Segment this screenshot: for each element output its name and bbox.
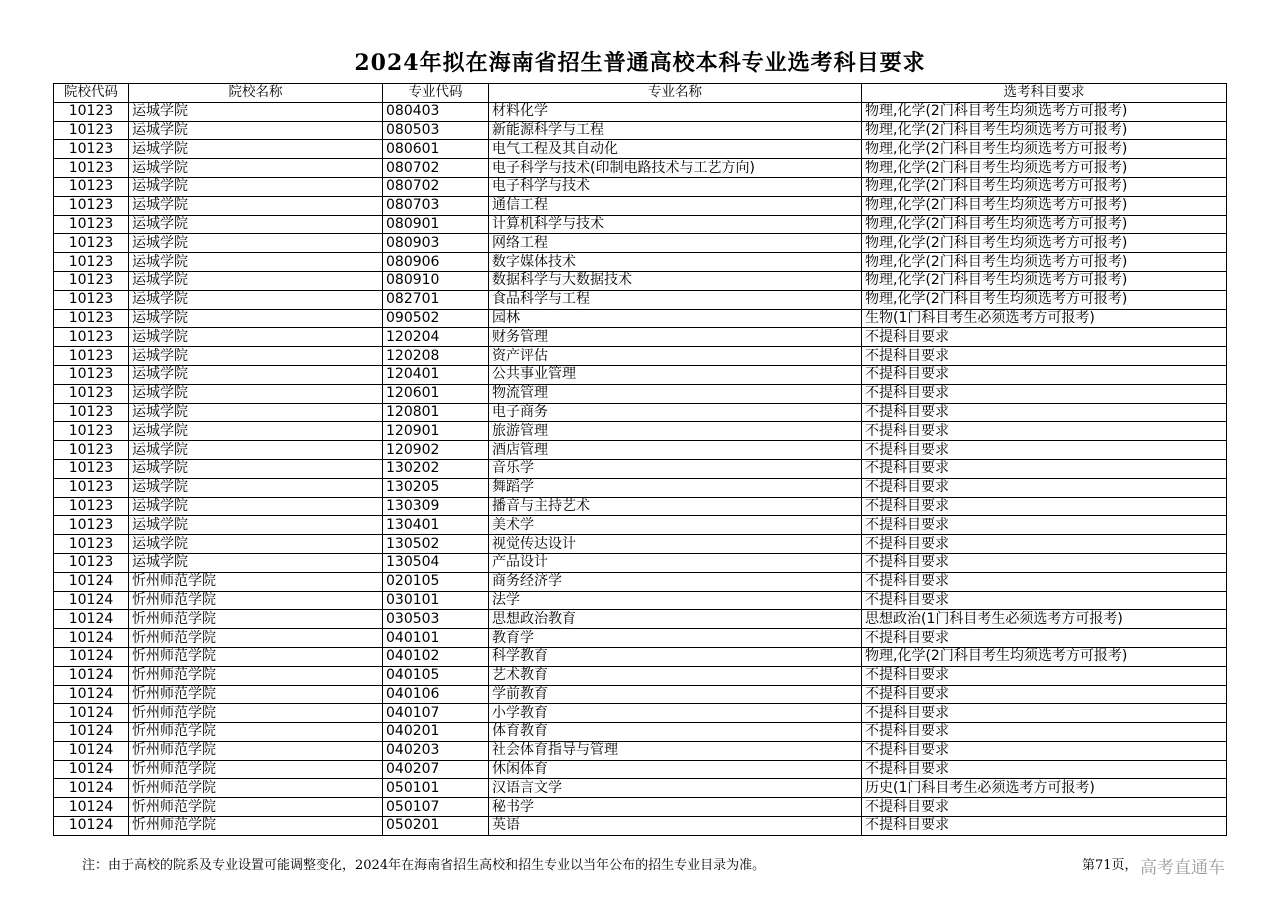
school-name-cell: 运城学院 [129, 535, 383, 554]
table-row [54, 271, 1227, 290]
school-name-cell: 运城学院 [129, 140, 383, 159]
major-code-cell: 080702 [383, 159, 489, 178]
page-title: 2024年拟在海南省招生普通高校本科专业选考科目要求 [354, 50, 926, 76]
major-name-cell: 美术学 [489, 516, 862, 535]
school-name-cell: 运城学院 [129, 159, 383, 178]
major-code-cell: 080903 [383, 234, 489, 253]
school-code-cell: 10123 [54, 441, 129, 460]
subject-requirement-cell: 不提科目要求 [862, 516, 1227, 535]
school-code-cell: 10123 [54, 384, 129, 403]
table-row [54, 403, 1227, 422]
school-name-cell: 忻州师范学院 [129, 779, 383, 798]
school-code-cell: 10123 [54, 140, 129, 159]
subject-requirement-cell: 物理,化学(2门科目考生均须选考方可报考) [862, 271, 1227, 290]
subject-requirement-cell: 不提科目要求 [862, 553, 1227, 572]
subject-requirement-cell: 物理,化学(2门科目考生均须选考方可报考) [862, 159, 1227, 178]
school-code-cell: 10124 [54, 798, 129, 817]
subject-requirement-cell: 思想政治(1门科目考生必须选考方可报考) [862, 610, 1227, 629]
subject-requirement-cell: 不提科目要求 [862, 741, 1227, 760]
table-row [54, 798, 1227, 817]
school-code-cell: 10124 [54, 741, 129, 760]
major-name-cell: 学前教育 [489, 685, 862, 704]
subject-requirement-cell: 历史(1门科目考生必须选考方可报考) [862, 779, 1227, 798]
school-code-cell: 10123 [54, 177, 129, 196]
subject-requirement-cell: 物理,化学(2门科目考生均须选考方可报考) [862, 121, 1227, 140]
school-code-cell: 10123 [54, 121, 129, 140]
major-name-cell: 资产评估 [489, 347, 862, 366]
table-row [54, 459, 1227, 478]
subject-requirement-cell: 不提科目要求 [862, 403, 1227, 422]
table-row [54, 704, 1227, 723]
major-name-cell: 秘书学 [489, 798, 862, 817]
table-row [54, 723, 1227, 742]
major-code-cell: 040107 [383, 704, 489, 723]
major-name-cell: 网络工程 [489, 234, 862, 253]
table-row [54, 196, 1227, 215]
major-code-cell: 080702 [383, 177, 489, 196]
major-name-cell: 材料化学 [489, 102, 862, 121]
table-row [54, 760, 1227, 779]
major-code-cell: 120801 [383, 403, 489, 422]
school-code-cell: 10124 [54, 647, 129, 666]
school-code-cell: 10123 [54, 159, 129, 178]
school-name-cell: 运城学院 [129, 347, 383, 366]
table-row [54, 290, 1227, 309]
major-code-cell: 130401 [383, 516, 489, 535]
table-row [54, 121, 1227, 140]
table-row [54, 309, 1227, 328]
school-name-cell: 忻州师范学院 [129, 741, 383, 760]
major-code-cell: 130309 [383, 497, 489, 516]
table-row [54, 516, 1227, 535]
school-code-cell: 10123 [54, 516, 129, 535]
school-name-cell: 忻州师范学院 [129, 591, 383, 610]
table-row [54, 610, 1227, 629]
table-row [54, 102, 1227, 121]
school-code-cell: 10124 [54, 666, 129, 685]
school-code-cell: 10124 [54, 704, 129, 723]
school-name-cell: 运城学院 [129, 177, 383, 196]
school-code-cell: 10124 [54, 591, 129, 610]
major-code-cell: 050201 [383, 817, 489, 836]
school-code-cell: 10123 [54, 309, 129, 328]
table-row [54, 365, 1227, 384]
major-name-cell: 视觉传达设计 [489, 535, 862, 554]
major-code-cell: 020105 [383, 572, 489, 591]
major-code-cell: 040105 [383, 666, 489, 685]
major-code-cell: 120208 [383, 347, 489, 366]
major-code-cell: 080503 [383, 121, 489, 140]
school-name-cell: 运城学院 [129, 253, 383, 272]
watermark-logo: 高考直通车 [1140, 858, 1225, 878]
subject-requirement-cell: 不提科目要求 [862, 384, 1227, 403]
major-name-cell: 社会体育指导与管理 [489, 741, 862, 760]
major-code-cell: 080601 [383, 140, 489, 159]
school-name-cell: 忻州师范学院 [129, 610, 383, 629]
school-code-cell: 10123 [54, 535, 129, 554]
major-name-cell: 酒店管理 [489, 441, 862, 460]
major-name-cell: 物流管理 [489, 384, 862, 403]
major-code-cell: 130502 [383, 535, 489, 554]
school-name-cell: 运城学院 [129, 459, 383, 478]
table-row [54, 779, 1227, 798]
table-row [54, 497, 1227, 516]
subject-requirement-cell: 不提科目要求 [862, 365, 1227, 384]
subject-requirement-cell: 不提科目要求 [862, 459, 1227, 478]
subject-requirement-cell: 物理,化学(2门科目考生均须选考方可报考) [862, 253, 1227, 272]
table-row [54, 347, 1227, 366]
school-name-cell: 运城学院 [129, 441, 383, 460]
subject-requirement-cell: 不提科目要求 [862, 535, 1227, 554]
table-row [54, 666, 1227, 685]
school-name-cell: 运城学院 [129, 516, 383, 535]
table-row [54, 629, 1227, 648]
major-code-cell: 040102 [383, 647, 489, 666]
subject-requirement-cell: 不提科目要求 [862, 760, 1227, 779]
table-row [54, 441, 1227, 460]
major-name-cell: 园林 [489, 309, 862, 328]
major-name-cell: 英语 [489, 817, 862, 836]
major-name-cell: 公共事业管理 [489, 365, 862, 384]
school-code-cell: 10123 [54, 403, 129, 422]
footnote: 注：由于高校的院系及专业设置可能调整变化，2024年在海南省招生高校和招生专业以当年公布的招生专业目录为准。 [82, 858, 766, 873]
major-code-cell: 030101 [383, 591, 489, 610]
subject-requirement-cell: 不提科目要求 [862, 347, 1227, 366]
school-code-cell: 10123 [54, 478, 129, 497]
major-code-cell: 050107 [383, 798, 489, 817]
school-code-cell: 10123 [54, 497, 129, 516]
school-name-cell: 忻州师范学院 [129, 685, 383, 704]
school-code-cell: 10123 [54, 328, 129, 347]
major-code-cell: 080910 [383, 271, 489, 290]
table-row [54, 553, 1227, 572]
major-code-cell: 082701 [383, 290, 489, 309]
major-name-cell: 舞蹈学 [489, 478, 862, 497]
header-subject-requirement: 选考科目要求 [862, 84, 1227, 103]
subject-requirement-cell: 不提科目要求 [862, 441, 1227, 460]
school-name-cell: 运城学院 [129, 121, 383, 140]
school-code-cell: 10124 [54, 817, 129, 836]
table-row [54, 253, 1227, 272]
major-code-cell: 130202 [383, 459, 489, 478]
school-code-cell: 10123 [54, 102, 129, 121]
school-code-cell: 10123 [54, 459, 129, 478]
subject-requirement-cell: 物理,化学(2门科目考生均须选考方可报考) [862, 234, 1227, 253]
school-code-cell: 10124 [54, 723, 129, 742]
major-name-cell: 食品科学与工程 [489, 290, 862, 309]
subject-requirement-cell: 不提科目要求 [862, 666, 1227, 685]
school-code-cell: 10123 [54, 271, 129, 290]
major-name-cell: 体育教育 [489, 723, 862, 742]
school-code-cell: 10123 [54, 290, 129, 309]
school-code-cell: 10124 [54, 629, 129, 648]
subject-requirement-cell: 物理,化学(2门科目考生均须选考方可报考) [862, 177, 1227, 196]
major-code-cell: 040207 [383, 760, 489, 779]
major-code-cell: 120901 [383, 422, 489, 441]
major-name-cell: 电子科学与技术(印制电路技术与工艺方向) [489, 159, 862, 178]
subject-requirement-cell: 不提科目要求 [862, 328, 1227, 347]
school-name-cell: 运城学院 [129, 478, 383, 497]
requirements-table [53, 83, 1227, 836]
header-school-code: 院校代码 [54, 84, 129, 103]
table-row [54, 478, 1227, 497]
subject-requirement-cell: 不提科目要求 [862, 798, 1227, 817]
major-name-cell: 科学教育 [489, 647, 862, 666]
major-name-cell: 小学教育 [489, 704, 862, 723]
school-code-cell: 10123 [54, 365, 129, 384]
major-name-cell: 数字媒体技术 [489, 253, 862, 272]
major-name-cell: 音乐学 [489, 459, 862, 478]
school-name-cell: 忻州师范学院 [129, 629, 383, 648]
table-row [54, 140, 1227, 159]
school-name-cell: 忻州师范学院 [129, 666, 383, 685]
major-code-cell: 040106 [383, 685, 489, 704]
major-code-cell: 120401 [383, 365, 489, 384]
major-name-cell: 电子科学与技术 [489, 177, 862, 196]
header-major-code: 专业代码 [383, 84, 489, 103]
school-code-cell: 10123 [54, 347, 129, 366]
school-code-cell: 10124 [54, 610, 129, 629]
school-name-cell: 运城学院 [129, 290, 383, 309]
school-name-cell: 运城学院 [129, 422, 383, 441]
subject-requirement-cell: 物理,化学(2门科目考生均须选考方可报考) [862, 102, 1227, 121]
header-major-name: 专业名称 [489, 84, 862, 103]
table-row [54, 328, 1227, 347]
subject-requirement-cell: 不提科目要求 [862, 422, 1227, 441]
school-name-cell: 忻州师范学院 [129, 704, 383, 723]
school-name-cell: 运城学院 [129, 384, 383, 403]
school-code-cell: 10124 [54, 760, 129, 779]
school-code-cell: 10123 [54, 196, 129, 215]
subject-requirement-cell: 不提科目要求 [862, 685, 1227, 704]
major-name-cell: 旅游管理 [489, 422, 862, 441]
table-row [54, 741, 1227, 760]
school-name-cell: 运城学院 [129, 234, 383, 253]
table-row [54, 685, 1227, 704]
school-code-cell: 10124 [54, 779, 129, 798]
major-name-cell: 产品设计 [489, 553, 862, 572]
school-name-cell: 忻州师范学院 [129, 760, 383, 779]
major-code-cell: 130205 [383, 478, 489, 497]
major-code-cell: 130504 [383, 553, 489, 572]
subject-requirement-cell: 不提科目要求 [862, 629, 1227, 648]
subject-requirement-cell: 物理,化学(2门科目考生均须选考方可报考) [862, 196, 1227, 215]
major-code-cell: 080906 [383, 253, 489, 272]
school-name-cell: 运城学院 [129, 365, 383, 384]
subject-requirement-cell: 不提科目要求 [862, 723, 1227, 742]
school-name-cell: 忻州师范学院 [129, 817, 383, 836]
major-name-cell: 休闲体育 [489, 760, 862, 779]
school-name-cell: 运城学院 [129, 497, 383, 516]
table-row [54, 535, 1227, 554]
major-code-cell: 040203 [383, 741, 489, 760]
table-row [54, 572, 1227, 591]
major-code-cell: 120601 [383, 384, 489, 403]
table-header-row [54, 84, 1227, 103]
school-code-cell: 10123 [54, 422, 129, 441]
major-code-cell: 030503 [383, 610, 489, 629]
major-code-cell: 120902 [383, 441, 489, 460]
header-school-name: 院校名称 [129, 84, 383, 103]
school-code-cell: 10123 [54, 215, 129, 234]
school-name-cell: 运城学院 [129, 196, 383, 215]
major-name-cell: 汉语言文学 [489, 779, 862, 798]
school-name-cell: 忻州师范学院 [129, 572, 383, 591]
major-name-cell: 艺术教育 [489, 666, 862, 685]
school-name-cell: 运城学院 [129, 271, 383, 290]
major-code-cell: 080703 [383, 196, 489, 215]
school-code-cell: 10124 [54, 572, 129, 591]
subject-requirement-cell: 不提科目要求 [862, 704, 1227, 723]
table-row [54, 177, 1227, 196]
page-number: 第71页， [1082, 858, 1138, 873]
subject-requirement-cell: 物理,化学(2门科目考生均须选考方可报考) [862, 647, 1227, 666]
major-name-cell: 教育学 [489, 629, 862, 648]
table-row [54, 234, 1227, 253]
table-row [54, 215, 1227, 234]
major-name-cell: 通信工程 [489, 196, 862, 215]
major-code-cell: 040101 [383, 629, 489, 648]
table-row [54, 647, 1227, 666]
major-name-cell: 计算机科学与技术 [489, 215, 862, 234]
subject-requirement-cell: 不提科目要求 [862, 478, 1227, 497]
major-code-cell: 050101 [383, 779, 489, 798]
subject-requirement-cell: 物理,化学(2门科目考生均须选考方可报考) [862, 215, 1227, 234]
major-name-cell: 财务管理 [489, 328, 862, 347]
school-name-cell: 运城学院 [129, 309, 383, 328]
major-name-cell: 思想政治教育 [489, 610, 862, 629]
major-name-cell: 播音与主持艺术 [489, 497, 862, 516]
major-name-cell: 法学 [489, 591, 862, 610]
school-code-cell: 10123 [54, 234, 129, 253]
table-row [54, 817, 1227, 836]
major-name-cell: 商务经济学 [489, 572, 862, 591]
school-name-cell: 忻州师范学院 [129, 723, 383, 742]
major-code-cell: 080403 [383, 102, 489, 121]
subject-requirement-cell: 物理,化学(2门科目考生均须选考方可报考) [862, 290, 1227, 309]
subject-requirement-cell: 不提科目要求 [862, 591, 1227, 610]
school-name-cell: 忻州师范学院 [129, 647, 383, 666]
school-name-cell: 运城学院 [129, 102, 383, 121]
subject-requirement-cell: 不提科目要求 [862, 572, 1227, 591]
table-row [54, 159, 1227, 178]
school-name-cell: 运城学院 [129, 403, 383, 422]
subject-requirement-cell: 物理,化学(2门科目考生均须选考方可报考) [862, 140, 1227, 159]
school-name-cell: 运城学院 [129, 328, 383, 347]
major-code-cell: 080901 [383, 215, 489, 234]
school-name-cell: 运城学院 [129, 553, 383, 572]
major-name-cell: 数据科学与大数据技术 [489, 271, 862, 290]
subject-requirement-cell: 不提科目要求 [862, 497, 1227, 516]
table-row [54, 591, 1227, 610]
subject-requirement-cell: 不提科目要求 [862, 817, 1227, 836]
school-code-cell: 10123 [54, 253, 129, 272]
major-name-cell: 电气工程及其自动化 [489, 140, 862, 159]
table-row [54, 422, 1227, 441]
major-name-cell: 电子商务 [489, 403, 862, 422]
table-row [54, 384, 1227, 403]
major-code-cell: 040201 [383, 723, 489, 742]
subject-requirement-cell: 生物(1门科目考生必须选考方可报考) [862, 309, 1227, 328]
school-code-cell: 10124 [54, 685, 129, 704]
major-code-cell: 120204 [383, 328, 489, 347]
school-code-cell: 10123 [54, 553, 129, 572]
school-name-cell: 运城学院 [129, 215, 383, 234]
major-code-cell: 090502 [383, 309, 489, 328]
school-name-cell: 忻州师范学院 [129, 798, 383, 817]
major-name-cell: 新能源科学与工程 [489, 121, 862, 140]
